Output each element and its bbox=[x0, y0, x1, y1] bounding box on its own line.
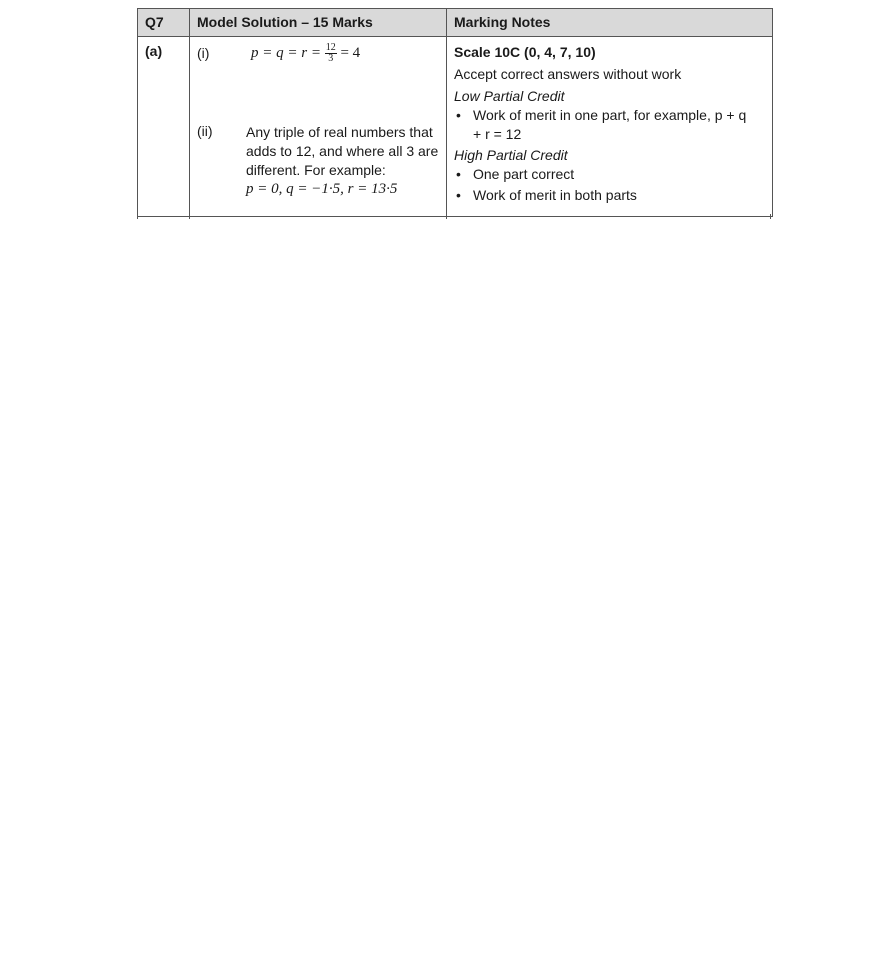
list-item: • One part correct bbox=[454, 165, 772, 184]
equation-lhs: p = q = r = bbox=[251, 44, 325, 61]
table-continuation-line bbox=[189, 214, 190, 219]
list-item: • Work of merit in one part, for example, p + q + r = 12 bbox=[454, 106, 758, 144]
table-continuation-line bbox=[137, 214, 138, 219]
header-question: Q7 bbox=[138, 9, 190, 36]
low-partial-credit-list bbox=[454, 106, 772, 144]
sub-part-ii-description: Any triple of real numbers that adds to 12, and where all 3 are different. For example: bbox=[246, 124, 439, 178]
sub-part-i-equation bbox=[251, 43, 360, 64]
model-solution-cell bbox=[190, 37, 447, 216]
table-continuation-line bbox=[446, 214, 447, 219]
low-partial-credit-heading: Low Partial Credit bbox=[454, 88, 565, 104]
table-row-a bbox=[138, 37, 772, 217]
sub-part-ii-text bbox=[246, 123, 446, 199]
list-item: • Work of merit in both parts bbox=[454, 186, 772, 205]
sub-part-ii-example: p = 0, q = −1·5, r = 13·5 bbox=[246, 181, 398, 197]
part-label: (a) bbox=[138, 37, 190, 216]
header-marking-notes: Marking Notes bbox=[454, 14, 551, 30]
fraction-numerator: 12 bbox=[325, 42, 336, 53]
marking-notes-cell bbox=[447, 37, 772, 216]
scale-text: Scale 10C (0, 4, 7, 10) bbox=[454, 44, 596, 60]
equation-rhs: = 4 bbox=[336, 44, 361, 61]
marking-scheme-table bbox=[137, 8, 773, 217]
table-header-row bbox=[138, 9, 772, 37]
high-partial-credit-list bbox=[454, 165, 772, 205]
header-model-solution: Model Solution – 15 Marks bbox=[190, 9, 447, 36]
high-partial-credit-heading: High Partial Credit bbox=[454, 147, 568, 163]
fraction-denominator: 3 bbox=[328, 53, 334, 64]
fraction bbox=[325, 43, 337, 64]
table-continuation-line bbox=[770, 214, 771, 219]
accept-text: Accept correct answers without work bbox=[454, 66, 682, 82]
sub-part-ii-label: (ii) bbox=[197, 123, 213, 139]
sub-part-i-label: (i) bbox=[197, 45, 210, 61]
